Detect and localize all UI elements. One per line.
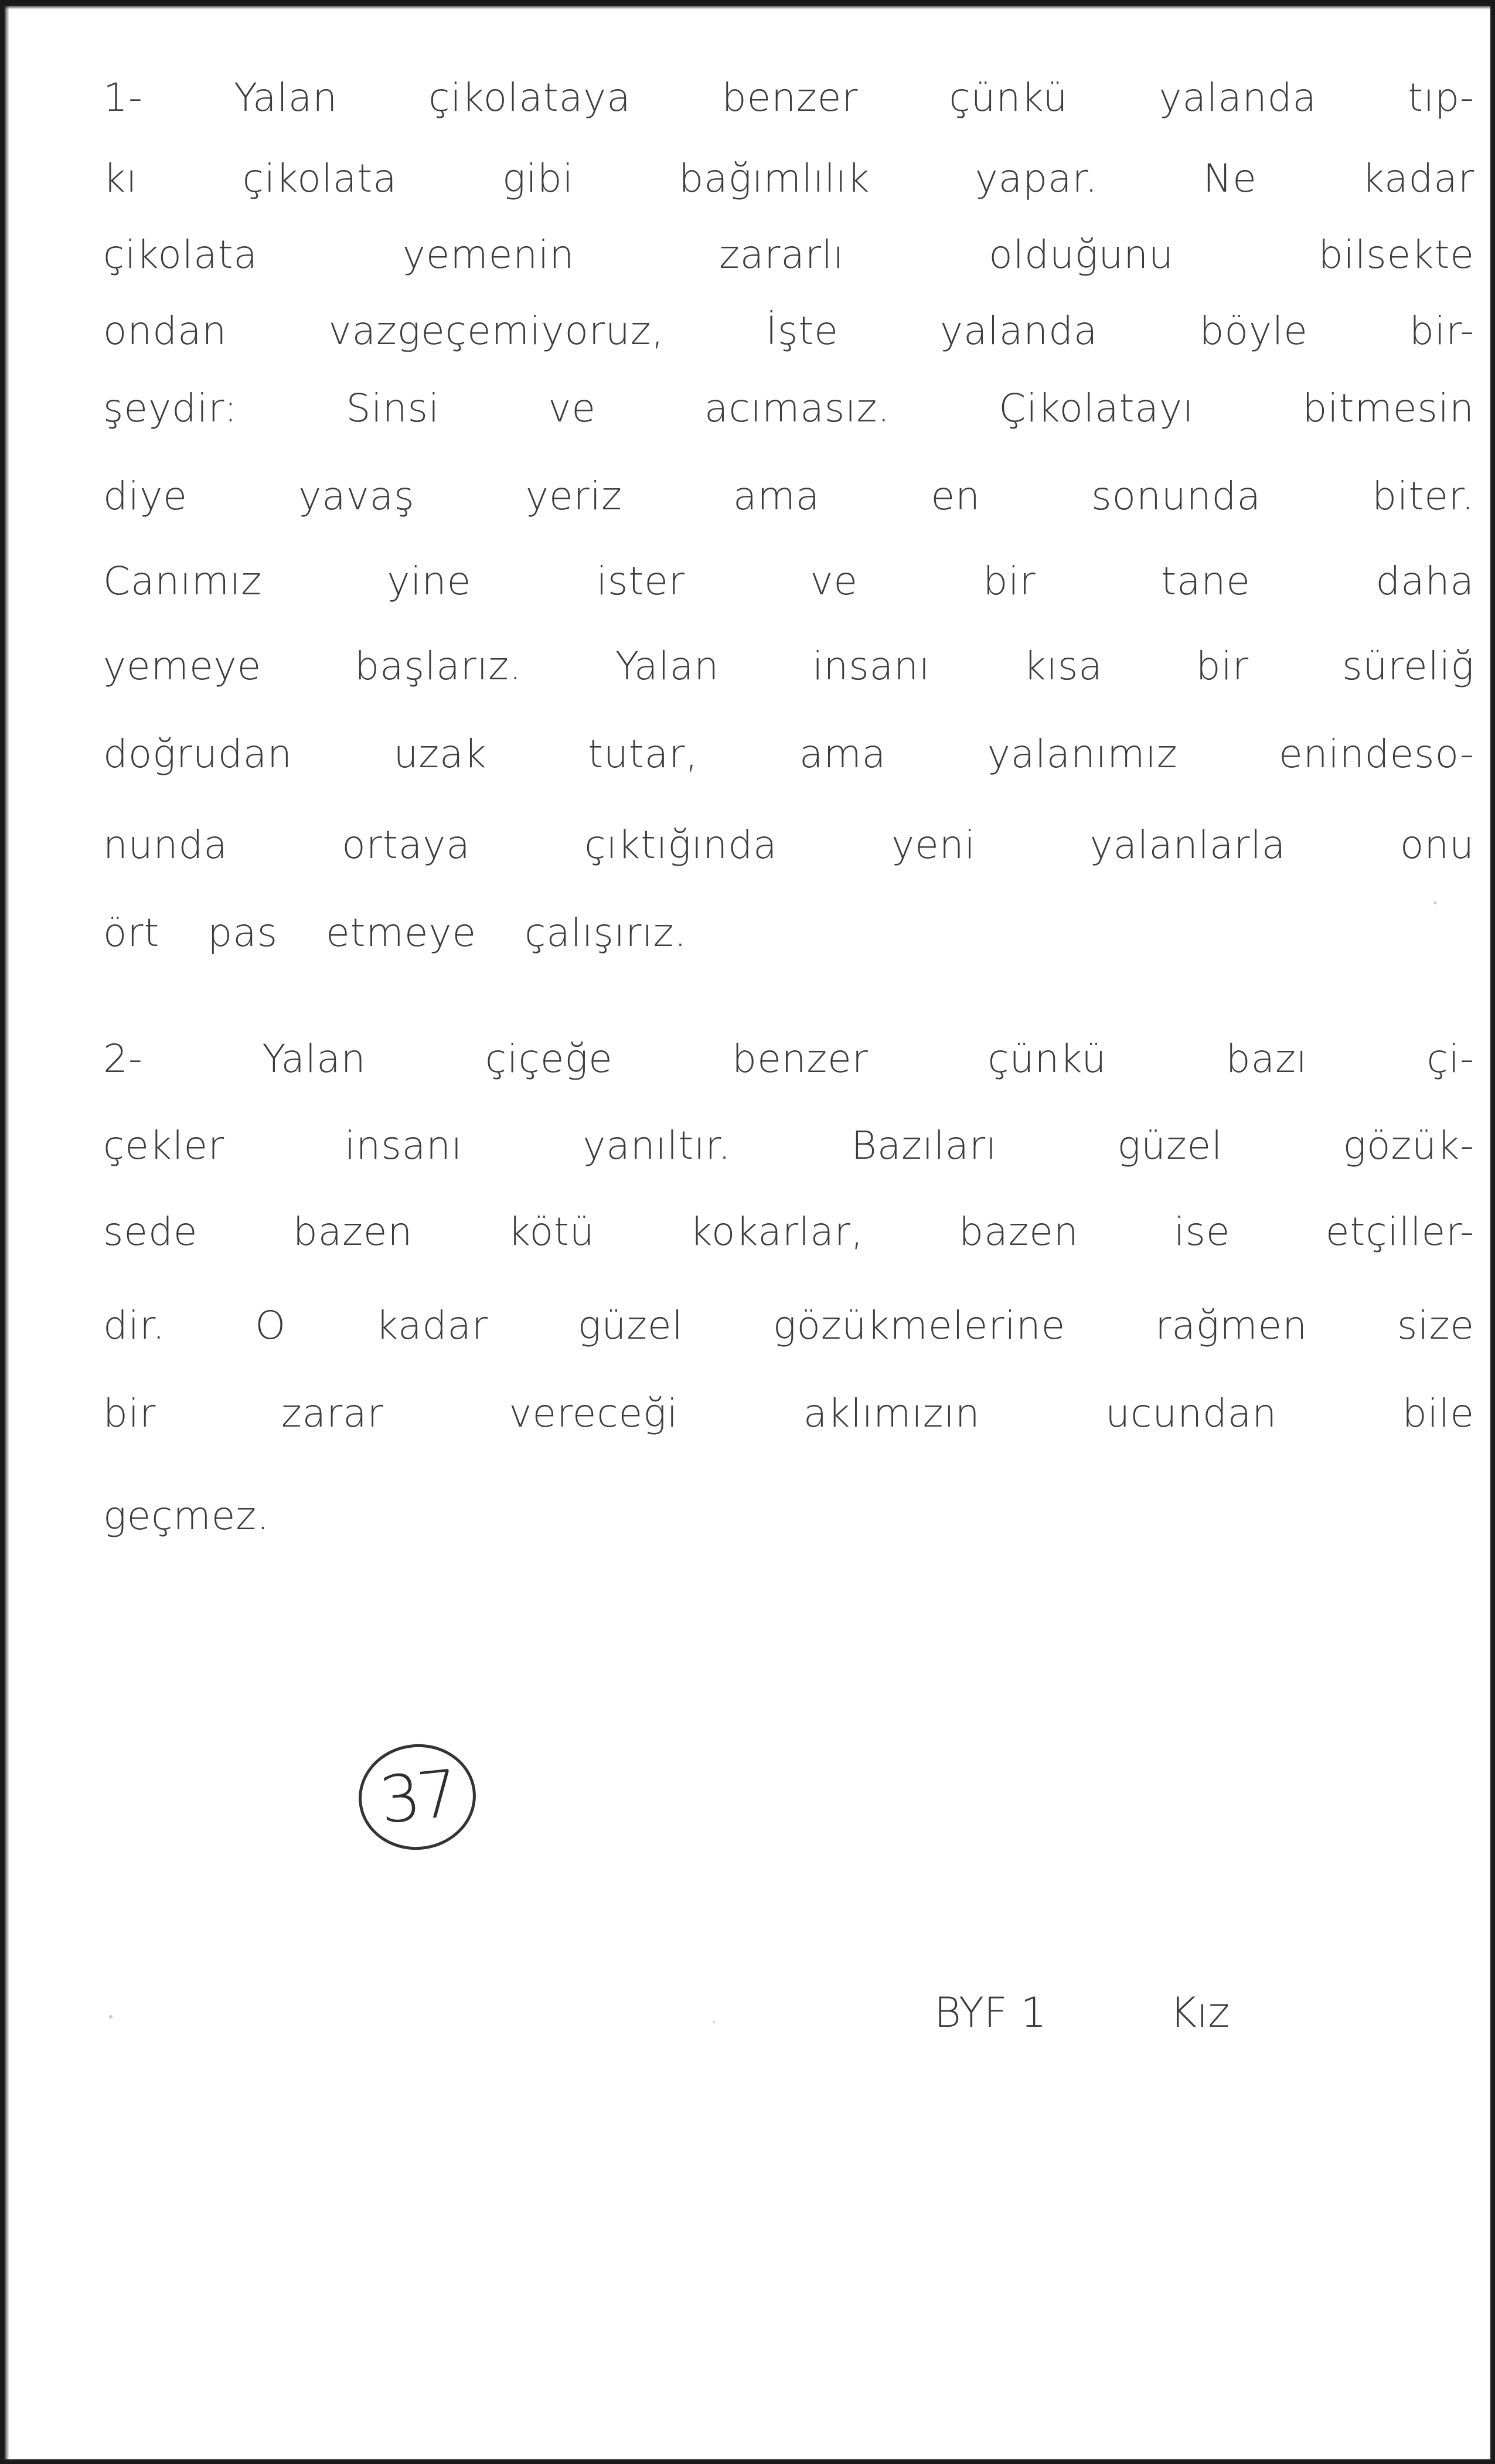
text-line: ört pas etmeye çalışırız. (103, 910, 687, 955)
score-value: 37 (376, 1755, 459, 1839)
text-line: geçmez. (103, 1493, 270, 1539)
class-code: BYF 1 (934, 1989, 1047, 2037)
score-circle (353, 1738, 481, 1856)
handwritten-page (4, 5, 1491, 2460)
text-line: kı çikolata gibi bağımlılık yapar. Ne kadar (103, 156, 1474, 201)
text-line: diye yavaş yeriz ama en sonunda biter. (103, 474, 1474, 519)
scan-edge (4, 5, 1491, 9)
text-line: ondan vazgeçemiyoruz, İşte yalanda böyle bir- (103, 308, 1474, 353)
text-line: çikolata yemenin zararlı olduğunu bilsekte (103, 232, 1474, 277)
text-line: sede bazen kötü kokarlar, bazen ise etçiller- (103, 1209, 1474, 1254)
scan-edge (4, 5, 9, 2460)
scan-speck (109, 2015, 113, 2019)
text-line: nunda ortaya çıktığında yeni yalanlarla onu (103, 822, 1474, 867)
text-line: Canımız yine ister ve bir tane daha (103, 559, 1474, 604)
text-line: çekler insanı yanıltır. Bazıları güzel gözük- (103, 1123, 1474, 1168)
gender-label: Kız (1170, 1989, 1230, 2037)
text-line: doğrudan uzak tutar, ama yalanımız enindeso- (103, 731, 1474, 777)
scan-speck (1433, 901, 1436, 904)
text-line: dir. O kadar güzel gözükmelerine rağmen size (103, 1303, 1474, 1348)
scan-speck (713, 2021, 715, 2023)
text-line: şeydir: Sinsi ve acımasız. Çikolatayı bitmesin (103, 386, 1474, 431)
text-line: 2- Yalan çiçeğe benzer çünkü bazı çi- (103, 1036, 1474, 1081)
text-line: bir zarar vereceği aklımızın ucundan bile (103, 1391, 1474, 1436)
text-line: 1- Yalan çikolataya benzer çünkü yalanda tıp- (103, 75, 1474, 120)
text-line: yemeye başlarız. Yalan insanı kısa bir süreliğ (103, 644, 1474, 689)
